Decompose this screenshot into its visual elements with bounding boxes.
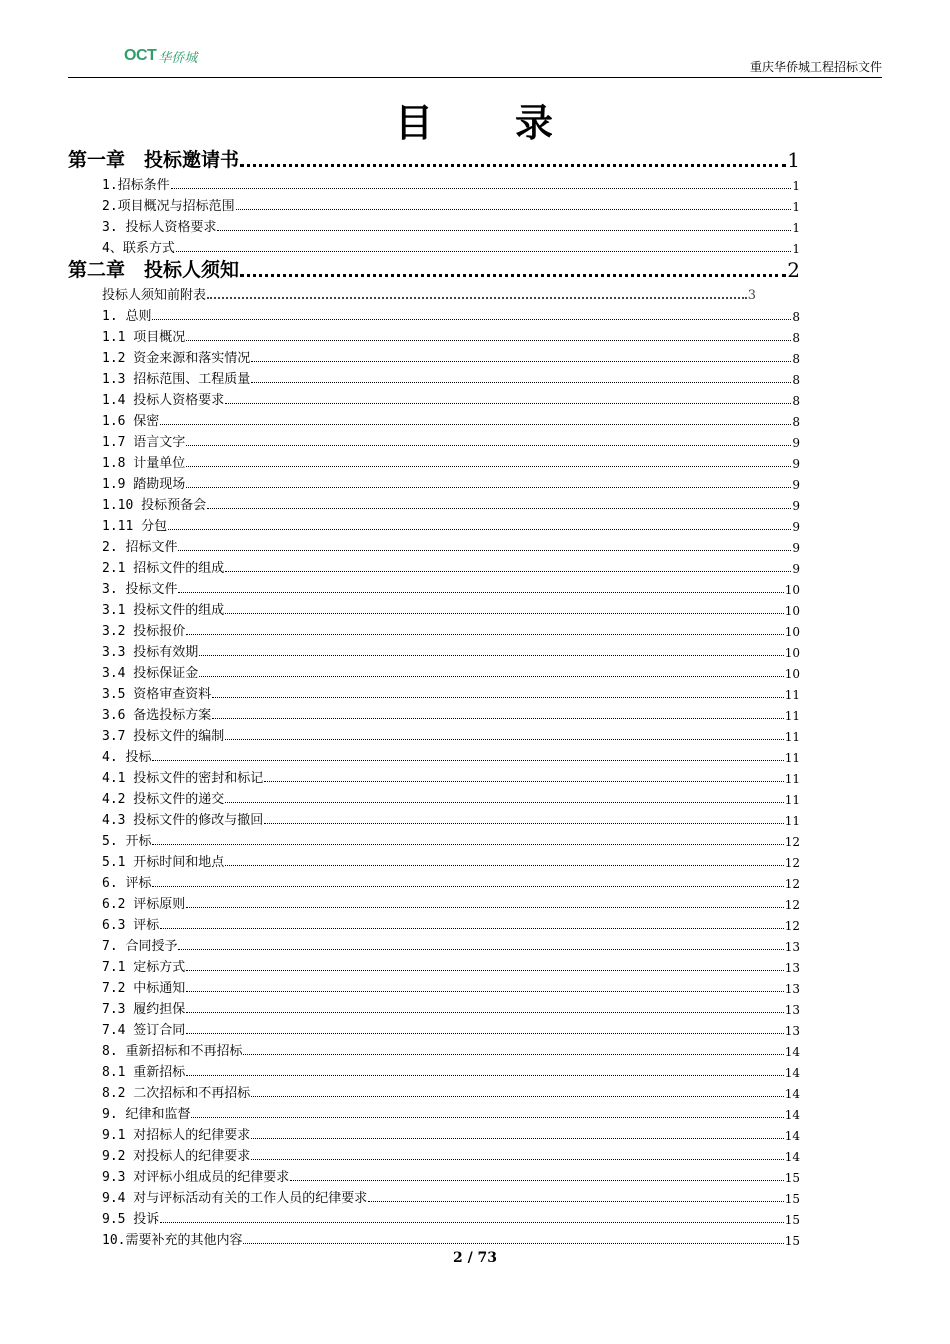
- toc-section-entry[interactable]: [68, 471, 800, 492]
- toc-section-entry[interactable]: [68, 534, 800, 555]
- toc-section-entry[interactable]: [68, 345, 800, 366]
- toc-dot-leader: [290, 1180, 783, 1181]
- header-divider: [68, 77, 882, 78]
- toc-chapter-entry[interactable]: [68, 256, 800, 282]
- toc-dot-leader: [217, 230, 791, 231]
- toc-entry-label: 2.1 招标文件的组成: [102, 561, 225, 576]
- toc-section-entry[interactable]: [68, 996, 800, 1017]
- toc-dot-leader: [160, 1222, 783, 1223]
- toc-entry-label: 5.1 开标时间和地点: [102, 855, 225, 870]
- toc-page-number: 14: [784, 1150, 800, 1164]
- toc-entry-label: 7.1 定标方式: [102, 960, 186, 975]
- toc-section-entry[interactable]: [68, 576, 800, 597]
- toc-page-number: 11: [784, 730, 800, 744]
- toc-page-number: 9: [792, 499, 800, 513]
- toc-section-entry[interactable]: [68, 597, 800, 618]
- toc-section-entry[interactable]: [68, 639, 800, 660]
- toc-section-entry[interactable]: [68, 891, 800, 912]
- toc-page-number: 10: [784, 646, 800, 660]
- toc-dot-leader: [186, 1012, 783, 1013]
- toc-dot-leader: [212, 697, 783, 698]
- toc-page-number: 8: [792, 352, 800, 366]
- toc-page-number: 3: [747, 288, 756, 303]
- toc-dot-leader: [251, 1096, 783, 1097]
- toc-page-number: 15: [784, 1192, 800, 1206]
- toc-dot-leader: [160, 424, 791, 425]
- toc-page-number: 13: [784, 982, 800, 996]
- toc-section-entry[interactable]: [68, 555, 800, 576]
- toc-page-number: 11: [784, 814, 800, 828]
- toc-section-entry[interactable]: [68, 1227, 800, 1248]
- toc-dot-leader: [176, 251, 792, 252]
- toc-page-number: 1: [792, 242, 800, 256]
- toc-dot-leader: [186, 1075, 783, 1076]
- toc-entry-label: 8. 重新招标和不再招标: [102, 1044, 243, 1059]
- toc-page-number: 12: [784, 919, 800, 933]
- logo-latin: OCT: [124, 47, 157, 64]
- toc-page-number: 12: [784, 877, 800, 891]
- toc-dot-leader: [240, 164, 786, 167]
- toc-section-entry[interactable]: [68, 1143, 800, 1164]
- toc-dot-leader: [171, 188, 792, 189]
- toc-entry-label: 7.2 中标通知: [102, 981, 186, 996]
- toc-section-entry[interactable]: [68, 1059, 800, 1080]
- toc-entry-label: 4.3 投标文件的修改与撤回: [102, 813, 264, 828]
- toc-dot-leader: [186, 991, 783, 992]
- toc-section-entry[interactable]: [68, 744, 800, 765]
- toc-section-entry[interactable]: [68, 1017, 800, 1038]
- toc-page-number: 1: [792, 200, 800, 214]
- toc-entry-label: 1.2 资金来源和落实情况: [102, 351, 251, 366]
- document-header-title: 重庆华侨城工程招标文件: [749, 60, 882, 74]
- toc-entry-label: 1.招标条件: [102, 178, 170, 193]
- toc-entry-label: 3.6 备选投标方案: [102, 708, 212, 723]
- toc-dot-leader: [186, 487, 791, 488]
- toc-page-number: 8: [792, 373, 800, 387]
- toc-entry-label: 9.3 对评标小组成员的纪律要求: [102, 1170, 290, 1185]
- toc-entry-label: 2.项目概况与招标范围: [102, 199, 235, 214]
- toc-entry-label: 1.6 保密: [102, 414, 160, 429]
- toc-dot-leader: [178, 592, 783, 593]
- toc-page-number: 15: [784, 1234, 800, 1248]
- toc-section-entry[interactable]: [68, 193, 800, 214]
- toc-dot-leader: [251, 382, 791, 383]
- toc-section-entry[interactable]: [68, 282, 800, 303]
- toc-dot-leader: [186, 1033, 783, 1034]
- toc-page-number: 12: [784, 835, 800, 849]
- toc-dot-leader: [212, 718, 783, 719]
- toc-dot-leader: [225, 865, 783, 866]
- company-logo: [124, 44, 197, 68]
- toc-dot-leader: [225, 739, 783, 740]
- toc-page-number: 10: [784, 625, 800, 639]
- toc-entry-label: 3.5 资格审查资料: [102, 687, 212, 702]
- toc-entry-label: 7.4 签订合同: [102, 1023, 186, 1038]
- toc-entry-label: 4. 投标: [102, 750, 152, 765]
- toc-entry-label: 8.1 重新招标: [102, 1065, 186, 1080]
- toc-page-number: 15: [784, 1171, 800, 1185]
- toc-entry-label: 1.1 项目概况: [102, 330, 186, 345]
- toc-entry-label: 8.2 二次招标和不再招标: [102, 1086, 251, 1101]
- toc-entry-label: 1.8 计量单位: [102, 456, 186, 471]
- toc-entry-label: 1.4 投标人资格要求: [102, 393, 225, 408]
- toc-entry-label: 3.7 投标文件的编制: [102, 729, 225, 744]
- toc-dot-leader: [251, 1138, 783, 1139]
- toc-section-entry[interactable]: [68, 387, 800, 408]
- toc-page-number: 9: [792, 541, 800, 555]
- toc-dot-leader: [186, 340, 791, 341]
- toc-dot-leader: [186, 907, 783, 908]
- toc-dot-leader: [264, 781, 783, 782]
- toc-section-entry[interactable]: [68, 975, 800, 996]
- toc-section-entry[interactable]: [68, 681, 800, 702]
- toc-entry-label: 1.11 分包: [102, 519, 168, 534]
- toc-dot-leader: [186, 445, 791, 446]
- toc-entry-label: 3.1 投标文件的组成: [102, 603, 225, 618]
- toc-dot-leader: [225, 571, 791, 572]
- toc-entry-label: 第二章 投标人须知: [68, 259, 240, 281]
- toc-entry-label: 3. 投标人资格要求: [102, 220, 217, 235]
- toc-dot-leader: [186, 466, 791, 467]
- toc-page-number: 14: [784, 1108, 800, 1122]
- toc-page-number: 11: [784, 688, 800, 702]
- toc-dot-leader: [152, 319, 791, 320]
- toc-page-number: 11: [784, 751, 800, 765]
- toc-page-number: 14: [784, 1087, 800, 1101]
- toc-section-entry[interactable]: [68, 450, 800, 471]
- toc-page-number: 14: [784, 1066, 800, 1080]
- toc-page-number: 1: [787, 148, 800, 172]
- logo-chinese: 华侨城: [158, 50, 198, 66]
- toc-section-entry[interactable]: [68, 702, 800, 723]
- toc-page-number: 12: [784, 898, 800, 912]
- toc-dot-leader: [243, 1243, 783, 1244]
- toc-section-entry[interactable]: [68, 235, 800, 256]
- toc-page-number: 13: [784, 1024, 800, 1038]
- toc-dot-leader: [178, 949, 783, 950]
- toc-entry-label: 3. 投标文件: [102, 582, 178, 597]
- toc-page-number: 9: [792, 478, 800, 492]
- toc-entry-label: 1.10 投标预备会: [102, 498, 207, 513]
- toc-dot-leader: [243, 1054, 783, 1055]
- toc-entry-label: 投标人须知前附表: [102, 288, 207, 303]
- toc-section-entry[interactable]: [68, 933, 800, 954]
- toc-section-entry[interactable]: [68, 786, 800, 807]
- toc-entry-label: 4、联系方式: [102, 241, 175, 256]
- toc-entry-label: 4.2 投标文件的递交: [102, 792, 225, 807]
- toc-section-entry[interactable]: [68, 828, 800, 849]
- table-of-contents: [68, 146, 800, 1248]
- toc-page-number: 8: [792, 331, 800, 345]
- toc-dot-leader: [186, 634, 783, 635]
- toc-dot-leader: [186, 970, 783, 971]
- toc-dot-leader: [199, 655, 783, 656]
- toc-section-entry[interactable]: [68, 429, 800, 450]
- toc-page-number: 13: [784, 961, 800, 975]
- toc-dot-leader: [152, 844, 783, 845]
- toc-entry-label: 6.3 评标: [102, 918, 160, 933]
- toc-page-number: 12: [784, 856, 800, 870]
- toc-page-number: 8: [792, 310, 800, 324]
- toc-entry-label: 3.3 投标有效期: [102, 645, 199, 660]
- toc-entry-label: 1.9 踏勘现场: [102, 477, 186, 492]
- toc-section-entry[interactable]: [68, 954, 800, 975]
- toc-entry-label: 9.5 投诉: [102, 1212, 160, 1227]
- toc-section-entry[interactable]: [68, 492, 800, 513]
- toc-page-number: 11: [784, 772, 800, 786]
- toc-entry-label: 第一章 投标邀请书: [68, 149, 240, 171]
- toc-section-entry[interactable]: [68, 324, 800, 345]
- toc-page-number: 9: [792, 436, 800, 450]
- toc-page-number: 14: [784, 1045, 800, 1059]
- toc-dot-leader: [225, 403, 791, 404]
- toc-dot-leader: [168, 529, 791, 530]
- toc-entry-label: 1.3 招标范围、工程质量: [102, 372, 251, 387]
- toc-dot-leader: [264, 823, 783, 824]
- page-title: 目 录: [394, 101, 555, 145]
- toc-entry-label: 10.需要补充的其他内容: [102, 1233, 243, 1248]
- toc-section-entry[interactable]: [68, 1185, 800, 1206]
- toc-dot-leader: [152, 886, 783, 887]
- toc-dot-leader: [160, 928, 783, 929]
- toc-entry-label: 6. 评标: [102, 876, 152, 891]
- toc-section-entry[interactable]: [68, 214, 800, 235]
- toc-section-entry[interactable]: [68, 723, 800, 744]
- toc-dot-leader: [191, 1117, 783, 1118]
- toc-dot-leader: [240, 274, 786, 277]
- toc-entry-label: 1.7 语言文字: [102, 435, 186, 450]
- toc-section-entry[interactable]: [68, 1101, 800, 1122]
- toc-section-entry[interactable]: [68, 1122, 800, 1143]
- toc-page-number: 9: [792, 457, 800, 471]
- toc-chapter-entry[interactable]: [68, 146, 800, 172]
- toc-page-number: 10: [784, 604, 800, 618]
- toc-dot-leader: [207, 508, 791, 509]
- toc-dot-leader: [251, 361, 791, 362]
- toc-page-number: 11: [784, 793, 800, 807]
- toc-dot-leader: [225, 613, 783, 614]
- toc-entry-label: 3.4 投标保证金: [102, 666, 199, 681]
- toc-section-entry[interactable]: [68, 1206, 800, 1227]
- toc-entry-label: 6.2 评标原则: [102, 897, 186, 912]
- toc-section-entry[interactable]: [68, 1038, 800, 1059]
- page-number: 2 / 73: [452, 1250, 498, 1266]
- toc-page-number: 1: [792, 179, 800, 193]
- toc-dot-leader: [207, 297, 747, 299]
- toc-entry-label: 3.2 投标报价: [102, 624, 186, 639]
- toc-section-entry[interactable]: [68, 1080, 800, 1101]
- toc-section-entry[interactable]: [68, 513, 800, 534]
- toc-section-entry[interactable]: [68, 303, 800, 324]
- toc-page-number: 9: [792, 520, 800, 534]
- toc-page-number: 15: [784, 1213, 800, 1227]
- toc-entry-label: 9. 纪律和监督: [102, 1107, 191, 1122]
- toc-entry-label: 4.1 投标文件的密封和标记: [102, 771, 264, 786]
- toc-section-entry[interactable]: [68, 765, 800, 786]
- toc-entry-label: 7. 合同授予: [102, 939, 178, 954]
- toc-section-entry[interactable]: [68, 660, 800, 681]
- toc-page-number: 14: [784, 1129, 800, 1143]
- toc-section-entry[interactable]: [68, 870, 800, 891]
- toc-entry-label: 5. 开标: [102, 834, 152, 849]
- toc-page-number: 13: [784, 1003, 800, 1017]
- toc-entry-label: 7.3 履约担保: [102, 1002, 186, 1017]
- toc-page-number: 10: [784, 583, 800, 597]
- toc-page-number: 2: [787, 258, 800, 282]
- toc-dot-leader: [225, 802, 783, 803]
- toc-section-entry[interactable]: [68, 366, 800, 387]
- toc-dot-leader: [236, 209, 792, 210]
- toc-section-entry[interactable]: [68, 408, 800, 429]
- toc-entry-label: 9.4 对与评标活动有关的工作人员的纪律要求: [102, 1191, 368, 1206]
- toc-section-entry[interactable]: [68, 172, 800, 193]
- toc-dot-leader: [178, 550, 791, 551]
- toc-page-number: 13: [784, 940, 800, 954]
- toc-page-number: 1: [792, 221, 800, 235]
- toc-page-number: 10: [784, 667, 800, 681]
- toc-page-number: 8: [792, 394, 800, 408]
- toc-section-entry[interactable]: [68, 849, 800, 870]
- toc-entry-label: 9.2 对投标人的纪律要求: [102, 1149, 251, 1164]
- toc-entry-label: 2. 招标文件: [102, 540, 178, 555]
- toc-section-entry[interactable]: [68, 618, 800, 639]
- toc-dot-leader: [199, 676, 783, 677]
- toc-dot-leader: [251, 1159, 783, 1160]
- toc-entry-label: 1. 总则: [102, 309, 152, 324]
- toc-entry-label: 9.1 对招标人的纪律要求: [102, 1128, 251, 1143]
- toc-section-entry[interactable]: [68, 807, 800, 828]
- toc-page-number: 8: [792, 415, 800, 429]
- toc-page-number: 9: [792, 562, 800, 576]
- toc-page-number: 11: [784, 709, 800, 723]
- toc-dot-leader: [368, 1201, 783, 1202]
- toc-section-entry[interactable]: [68, 912, 800, 933]
- toc-dot-leader: [152, 760, 783, 761]
- toc-section-entry[interactable]: [68, 1164, 800, 1185]
